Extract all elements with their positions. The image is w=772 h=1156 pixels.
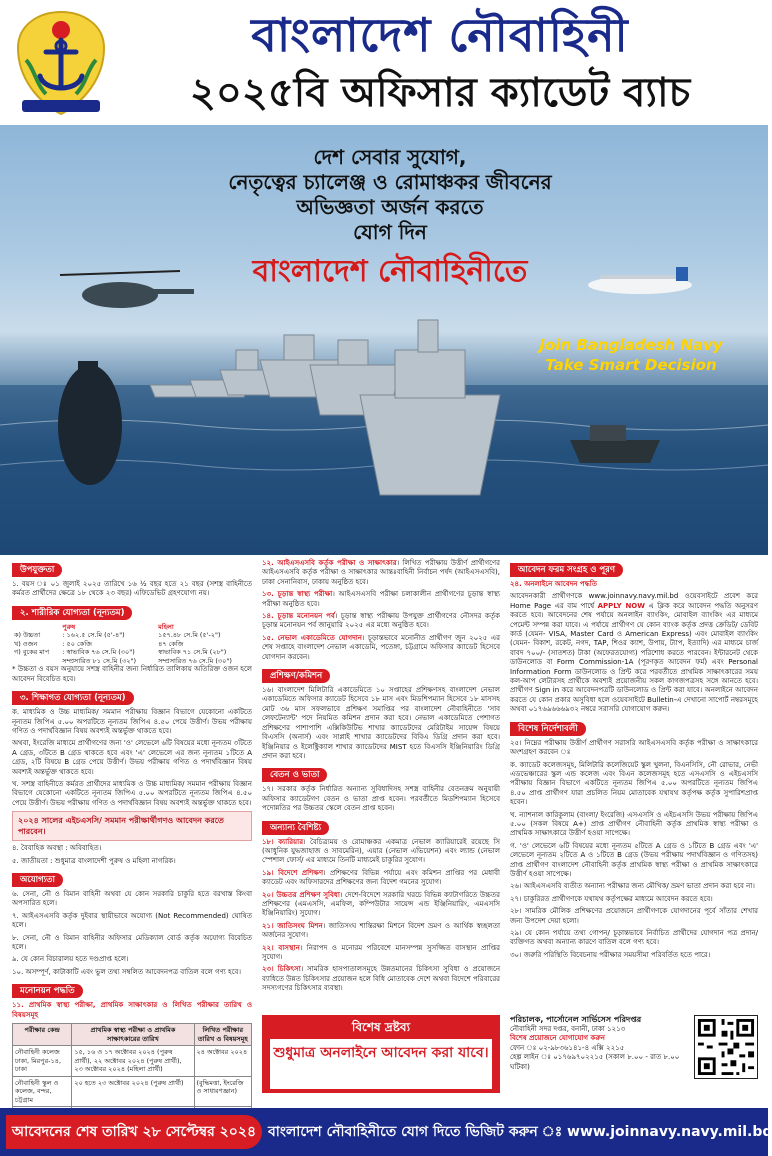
physical-table	[12, 623, 252, 666]
office-addr: নৌবাহিনী সদর দপ্তর, বনানী, ঢাকা ১২১৩	[510, 1024, 626, 1033]
phys-cell: ৪৭ কেজি	[158, 639, 184, 648]
nationality: ৫. জাতীয়তা : শুধুমাত্র বাংলাদেশী পুরুষ ও মহিলা নাগরিক।	[12, 856, 176, 865]
salary-text: ১৭। সরকার কর্তৃক নির্ধারিত অন্যান্য সুবিধাদিসহ সশস্ত্র বাহিনীর বেতনক্রম অনুযায়ী অফিসার ক্যাডেটগণ বেতন ও ভাতা প্রাপ্ত হবেন। পরবর্তীতে মিডশিপম্যান হিসেবে পদোন্নতির পর উচ্চতর স্কেলে বেতন প্রাপ্ত হবেন।	[262, 785, 500, 813]
submarine-icon	[58, 361, 122, 485]
hero-navy-title: বাংলাদেশ নৌবাহিনীতে	[252, 254, 528, 289]
footer	[0, 1108, 772, 1156]
notice-title: বিশেষ দ্রষ্টব্য	[351, 1020, 411, 1034]
content	[0, 555, 768, 1105]
special-item: খ. ন্যাশনাল কারিকুলাম (বাংলা/ ইংরেজি) এসএসসি ও এইচএসসি উভয় পরীক্ষায় জিপিএ ৫.০০ (সকল বিষয়ে A+) প্রাপ্ত প্রার্থীগণ নৌবাহিনী কর্তৃক প্রাথমিক স্বাস্থ্য পরীক্ষা ও প্রাথমিক সাক্ষাৎকারে উত্তীর্ণ হওয়া সাপেক্ষে।	[510, 810, 758, 838]
process-item-body: । চূড়ান্তভাবে মনোনীত প্রার্থীগণ জুন ২০২৫ এর শেষ সপ্তাহে বাংলাদেশ নেভাল একাডেমি, পতেঙ্গা, চট্টগ্রামে অফিসার ক্যাডেট হিসেবে যোগদান করবেন।	[262, 633, 500, 661]
office-title: পরিচালক, পার্সোনেল সার্ভিসেস পরিদপ্তর	[510, 1015, 642, 1024]
feature-body: । দেশে-বিদেশে সরকারি খরচে বিভিন্ন ক্যাটাগরিতে উচ্চতর প্রশিক্ষণের (এমএসসি, এমফিল, কম্পিউটার সায়েন্স এন্ড ইঞ্জিনিয়ারিং, এমএসসি ইঞ্জিনিয়ারিং) সুযোগ।	[262, 890, 500, 918]
section-features: অন্যান্য বৈশিষ্ট্য	[262, 821, 329, 835]
process-item-title: ১৫. নেভাল একাডেমিতে যোগদান	[262, 633, 362, 642]
apply-title: ২৪. অনলাইনে আবেদন পদ্ধতি	[510, 580, 598, 588]
sel-cell: ২৪ অক্টোবর ২০২৪	[194, 1046, 252, 1077]
feature-body: । নিরাপদ ও মনোরম পরিবেশে মানসম্পন্ন সুসজ্জিত বাসস্থান প্রাপ্তির সুযোগ।	[262, 943, 500, 961]
feature-title: ১৮। ক্যারিয়ার	[262, 837, 304, 846]
section-physical: ২. শারীরিক যোগ্যতা (নূন্যতম)	[12, 606, 132, 620]
section-training: প্রশিক্ষণ/কমিশন	[262, 669, 330, 683]
hsc-notice: ২০২৪ সালের এইচএসসি/ সমমান পরীক্ষার্থীগণও আবেদন করতে পারবেন।	[12, 811, 252, 841]
section-special: বিশেষ নির্দেশাবলী	[510, 722, 586, 736]
feature-title: ২২। বাসস্থান	[262, 943, 300, 952]
feature-item	[262, 944, 500, 963]
website-link[interactable]: বাংলাদেশ নৌবাহিনীতে যোগ দিতে ভিজিট করুন ঃ www.joinnavy.navy.mil.bd	[268, 1124, 772, 1140]
inel-item: ৭. আইএসএসবি কর্তৃক দুইবার স্থায়ীভাবে অযোগ্য (Not Recommended) ঘোষিত হলে।	[12, 911, 252, 930]
special-item: ২৭। চাকুরিরত প্রার্থীগণকে যথাযথ কর্তৃপক্ষের মাধ্যমে আবেদন করতে হবে।	[510, 894, 713, 903]
section-salary: বেতন ও ভাতা	[262, 768, 327, 782]
notice-body: শুধুমাত্র অনলাইনে আবেদন করা যাবে।	[270, 1039, 492, 1089]
sel-cell: ১৫, ১৬ ও ১৭ অক্টোবর ২০২৪ (পুরুষ প্রার্থী), ২২ অক্টোবর ২০২৪ (পুরুষ প্রার্থী), ২৩ অক্টোবর ২০২৪ (মহিলা প্রার্থী)	[72, 1046, 194, 1077]
section-selection: মনোনয়ন পদ্ধতি	[12, 984, 83, 998]
selection-title: ১১. প্রাথমিক স্বাস্থ্য পরীক্ষা, প্রাথমিক সাক্ষাৎকার ও লিখিত পরীক্ষার তারিখ ও বিষয়সমূহ	[12, 1001, 252, 1019]
phys-cell: সম্প্রসারিত ৮১ সে.মি (৩২")	[62, 656, 137, 665]
feature-body: । বৈচিত্র্যময় ও রোমাঞ্চকর একমাত্র নেভাল ক্যারিয়ারেই রয়েছে সি (আধুনিক যুদ্ধজাহাজ ও সাবমেরিন), এয়ার (নেভাল এভিয়েশন) এবং ল্যান্ড (নেভাল স্পেশাল ফোর্স/ এর মাধ্যমে তিনটি মাধ্যমেই চাকুরির সুযোগ।	[262, 837, 500, 865]
special-item: ২৯। যে কোন পর্যায়ে তথ্য গোপন/ চূড়ান্তভাবে নির্বাচিত প্রার্থীদের যোগদান পত্র প্রদান/ ব্যক্তিগত অথবা অন্যান্য কারণে বাতিল বলে গণ্য হবে।	[510, 929, 758, 947]
sel-head: প্রাথমিক স্বাস্থ্য পরীক্ষা ও প্রাথমিক সাক্ষাৎকারের তারিখ	[72, 1024, 194, 1046]
feature-item	[262, 891, 500, 919]
office-phone: ফোন ঃ ০২-৯৮৩৬১৪১-৪ এক্সি ২২১৫	[510, 1043, 625, 1052]
inel-item: ৯. যে কোন বিচারালয় হতে দণ্ডপ্রাপ্ত হলে।	[12, 955, 129, 964]
phys-head-male: পুরুষ	[62, 622, 76, 631]
special-item: ২৫। নিম্নের পরীক্ষায় উত্তীর্ণ প্রার্থীগণ সরাসরি আইএসএসবি কর্তৃক পরীক্ষা ও সাক্ষাৎকারে অংশগ্রহণ করবেন ঃ	[510, 738, 758, 757]
sel-cell: ২০ হতে ২৩ অক্টোবর ২০২৪ (পুরুষ প্রার্থী)	[72, 1076, 194, 1107]
age-rule: ১. বয়স ঃ ০১ জুলাই ২০২৫ তারিখে ১৬ ½ বছর হতে ২১ বছর (সশস্ত্র বাহিনীতে কর্মরত প্রার্থীদের ক্ষেত্রে ১৮ থেকে ২৩ বছর) এফিডেভিট গ্রহণযোগ্য নয়।	[12, 580, 252, 598]
apply-body-1: আবেদনকারী প্রার্থীগণকে www.joinnavy.navy.mil.bd ওয়েবসাইটে প্রবেশ করে Home Page এর বাম পার্শ্বে	[510, 592, 758, 610]
edu-or: অথবা, ইংরেজি মাধ্যমে প্রার্থীগণের জন্য 'ও' লেভেলে ৬টি বিষয়ের মধ্যে নূন্যতম ৩টিতে A গ্রেড, ৩টিতে B গ্রেড থাকতে হবে এবং 'এ' লেভেলে এর জন্য নূন্যতম ১টিতে A গ্রেড, ২টি বিষয়ে B গ্রেড পেয়ে উত্তীর্ণ। উভয় পরীক্ষায় গণিত ও পদার্থবিজ্ঞান বিষয় অবশ্যই অন্তর্ভুক্ত থাকতে হবে।	[12, 739, 252, 776]
hero-join-slogan	[500, 335, 762, 375]
hero-line-2: নেতৃত্বের চ্যালেঞ্জ ও রোমাঞ্চকর জীবনের	[228, 170, 552, 194]
airplane-icon	[588, 267, 692, 294]
process-item	[262, 634, 500, 662]
phys-cell: : ৫০ কেজি	[62, 639, 92, 648]
sel-cell: (বুদ্ধিমত্তা, ইংরেজি ও সাধারণজ্ঞান)	[194, 1076, 252, 1107]
title-batch: ২০২৫বি অফিসার ক্যাডেট ব্যাচ	[189, 70, 691, 116]
office-helpline: হেল্প লাইন ঃ ০১৭৬৯৭০২২১৫ (সকাল ৮.০০ - রাত ৮.০০ ঘটিকা)	[510, 1053, 680, 1071]
special-item: ক. ক্যাডেট কলেজসমূহ, মিলিটারি কলেজিয়েট স্কুল খুলনা, বিএনসিসি, নৌ রোভার, নেভী এডভেঞ্চারের স্কুল এন্ড কলেজ এবং বিএন কলেজসমূহ হতে এসএসসি ও এইচএসসি পরীক্ষায় বিজ্ঞান বিভাগে একটিতে নূন্যতম জিপিএ ৫.০০ অপরটিতে নূন্যতম জিপিএ ৪.৫০ প্রাপ্ত প্রার্থীগণ যারা প্রচলিত নিয়ম মোতাবেক যথাযথ কর্তৃপক্ষ কর্তৃক সুপারিশপ্রাপ্ত হবেন।	[510, 760, 758, 807]
column-eligibility	[12, 559, 252, 1104]
process-item-body: । আইএসএসবি পরীক্ষা চলাকালীন প্রার্থীগণের চূড়ান্ত স্বাস্থ্য পরীক্ষা অনুষ্ঠিত হবে।	[262, 590, 500, 608]
phys-cell: : ১৬২.৫ সে.মি (৫'-৪")	[62, 631, 125, 640]
feature-body: । প্রশিক্ষণের বিভিন্ন পর্যায়ে এবং কমিশন প্রাপ্তির পর মেধাবী ক্যাডেট এবং অফিসারদের প্রশিক্ষণের জন্য বিদেশ গমনের সুযোগ।	[262, 868, 500, 887]
feature-title: ১৯। বিদেশে প্রশিক্ষণ	[262, 868, 324, 877]
edu-b: খ. সশস্ত্র বাহিনীতে কর্মরত প্রার্থীদের মাধ্যমিক ও উচ্চ মাধ্যমিক/ সমমান পরীক্ষায় বিজ্ঞান বিভাগে যেকোনো একটিতে নূন্যতম জিপিএ ৫.০০ অপরটিতে নূন্যতম জিপিএ ৪.৫০ পেয়ে উত্তীর্ণ। উভয় পরীক্ষায় গণিত ও পদার্থবিজ্ঞান বিষয় অবশ্যই অন্তর্ভুক্ত থাকতে হবে।	[12, 779, 252, 807]
feature-body: । সামরিক হাসপাতালসমূহে উন্নতমানের চিকিৎসা সুবিধা ও প্রয়োজনে ব্যাধিতে উন্নত চিকিৎসার প্রয়োজন হলে বিধি মোতাবেক দেশে অথবা বিদেশে পরিবারের সদস্যগণের চিকিৎসার ব্যবস্থা।	[262, 965, 501, 993]
process-item	[262, 559, 500, 587]
process-item-title: ১২. আইএসএসবি কর্তৃক পরীক্ষা ও সাক্ষাৎকার	[262, 559, 397, 567]
phys-cell: ক) উচ্চতা	[14, 631, 41, 640]
sel-head: লিখিত পরীক্ষার তারিখ ও বিষয়সমূহ	[194, 1024, 252, 1046]
join-line-2: Take Smart Decision	[545, 356, 717, 374]
header	[0, 0, 768, 125]
phys-note: * উচ্চতা ও বয়স অনুযায়ে সশস্ত্র বাহিনীর জন্য নির্ধারিত তালিকায় অতিরিক্ত ওজন হলে আবেদন বিবেচিত হবে।	[12, 665, 252, 683]
feature-item	[262, 838, 500, 866]
special-item: ২৮। সামরিক মৌলিক প্রশিক্ষণের প্রয়োজনে প্রার্থীগণকে যোগদানের পূর্বে সাঁতার শেখার জন্য উপদেশ দেয়া হলো।	[510, 907, 758, 925]
inel-item: ৬. সেনা, নৌ ও বিমান বাহিনী অথবা যে কোন সরকারি চাকুরি হতে বরখাস্ত কিংবা অপসারিত হলে।	[12, 890, 252, 908]
apply-body-2: এ ক্লিক করে আবেদন পদ্ধতি অনুসরণ করতে হবে। আবেদনের শেষ পর্যায়ে অনলাইন ব্যাংকিং, মোবাইল ব্যাংকিং এর মাধ্যমে পেমেন্ট সম্পন্ন করা যাবে। এ পর্যায়ে প্রার্থীগণ যে কোন ব্যাংক কর্তৃক প্রদত্ত ক্রেডিট/ ডেবিট কার্ড (যেমন- VISA, Master Card ও American Express) এবং মোবাইল ব্যাংকিং (যেমন- বিকাশ, রকেট, নগদ, TAP, শিওর ক্যাশ, উপায়, ট্যাপ, ইত্যাদি) এর মাধ্যমে চার্জ বাবদ ৭০০/- (সাতশত) টাকা (অফেরতযোগ্য) পরিশোধ করতে পারবেন। ইন্টারনেট থেকে ডাউনলোড বা Form Commission-1A (পূরণকৃত আবেদন ফর্ম) এবং Personal Information Form ডাউনলোড ও প্রিন্ট করে পরবর্তীতে প্রাথমিক সাক্ষাৎকারের সময় কল-আপ লেটারসহ প্রার্থীকে অবশ্যই প্রয়োজনীয় সকল কাগজপত্রসহ সঙ্গে আনতে হবে। প্রার্থীগণ Sign in করে আবেদনপত্রটি ডাউনলোড ও প্রিন্ট করা যাবে। অনলাইনে আবেদন করতে যে কোন প্রকার অসুবিধা হলে ওয়েবসাইটে Bulletin-এ দেখানো সাপোর্ট নম্বরসমূহে অথবা ০১৭৬৯৬৬৬৯৩২ নম্বরে সরাসরি যোগাযোগ করুন।	[510, 601, 758, 714]
section-apply: আবেদন ফরম সংগ্রহ ও পূরণ	[510, 563, 623, 577]
apply-now-link[interactable]: APPLY NOW	[597, 601, 645, 610]
sel-cell: নৌবাহিনী কলেজ ঢাকা, মিরপুর-১৪, ঢাকা	[13, 1046, 72, 1077]
column-apply	[510, 559, 758, 1011]
office-contact-title: বিশেষ প্রয়োজনে যোগাযোগ করুন	[510, 1034, 605, 1042]
phys-cell: গ) বুকের মাপ	[14, 648, 50, 657]
inel-item: ১০. অসম্পূর্ণ, কাটাকাটি এবং ভুল তথ্য সম্বলিত আবেদনপত্র বাতিল বলে গণ্য হবে।	[12, 967, 241, 976]
hero-line-4: যোগ দিন	[353, 220, 427, 244]
feature-item	[262, 965, 500, 993]
section-education: ৩. শিক্ষাগত যোগ্যতা (নূন্যতম)	[12, 691, 134, 705]
feature-title: ২৩। চিকিৎসা	[262, 965, 301, 974]
feature-body: । জাতিসংঘ শান্তিরক্ষা মিশনে বিদেশ ভ্রমণ ও আর্থিক স্বচ্ছলতা অর্জনের সুযোগ।	[262, 921, 500, 940]
feature-title: ২১। জাতিসংঘ মিশন	[262, 921, 323, 930]
sel-head: পরীক্ষার কেন্দ্র	[13, 1024, 72, 1046]
hero-image	[0, 125, 768, 555]
qr-code-icon[interactable]	[694, 1015, 758, 1079]
feature-item	[262, 869, 500, 888]
feature-item	[262, 922, 500, 941]
hero-line-3: অভিজ্ঞতা অর্জন করতে	[296, 195, 484, 219]
helicopter-icon	[60, 271, 194, 308]
section-eligibility: উপযুক্ততা	[12, 563, 62, 577]
special-item: গ. 'ও' লেভেলে ৬টি বিষয়ের মধ্যে নূন্যতম ৫টিতে A গ্রেড ও ১টিতে B গ্রেড এবং 'এ' লেভেলে নূন্যতম ২টিতে A ও ১টিতে B গ্রেড (উভয় পরীক্ষায় পদার্থবিজ্ঞান ও গণিতসহ) প্রাপ্ত প্রার্থীগণ বাংলাদেশ নৌবাহিনী কর্তৃক প্রাথমিক স্বাস্থ্য পরীক্ষা ও প্রাথমিক সাক্ষাৎকারে উত্তীর্ণ হওয়া সাপেক্ষে।	[510, 841, 758, 878]
process-item-body: । লিখিত পরীক্ষায় উত্তীর্ণ প্রার্থীগণের আইএসএসবি কর্তৃক পরীক্ষা ও সাক্ষাৎকার আন্তঃবাহিনী নির্বাচন পর্ষদ (আইএসএসবি), ঢাকা সেনানিবাস, ঢাকায় অনুষ্ঠিত হবে।	[262, 559, 501, 586]
special-item: ২৬। আইএসএসবি ব্যতীত অন্যান্য পরীক্ষার জন্য মৌখিক/ ভ্রমণ ভাতা প্রদান করা হবে না।	[510, 882, 755, 891]
title-navy: বাংলাদেশ নৌবাহিনী	[251, 8, 629, 62]
process-item-body: । চূড়ান্ত স্বাস্থ্য পরীক্ষায় উপযুক্ত প্রার্থীগণের নৌসদর কর্তৃক চূড়ান্ত মনোনয়ন পর্ব জানুয়ারি ২০২৫ এর মধ্যে অনুষ্ঠিত হবে।	[262, 612, 500, 630]
phys-cell: স্বাভাবিক ৭১ সে.মি (২৮")	[158, 648, 227, 657]
office-address	[510, 1015, 688, 1093]
join-line-1: Join Bangladesh Navy	[539, 336, 723, 354]
phys-cell: : স্বাভাবিক ৭৬ সে.মি (৩০")	[62, 648, 135, 657]
phys-head-female: মহিলা	[158, 622, 174, 631]
hero-tagline	[180, 145, 600, 245]
apply-text	[510, 592, 758, 714]
phys-cell: ১৫৭.৪৮ সে.মি (৫'-২")	[158, 631, 221, 640]
phys-cell: খ) ওজন	[14, 639, 38, 648]
navy-emblem-icon	[12, 8, 110, 118]
process-item-title: ১৩. চূড়ান্ত স্বাস্থ্য পরীক্ষা	[262, 590, 333, 599]
process-item	[262, 590, 500, 609]
hero-line-1: দেশ সেবার সুযোগ,	[313, 145, 467, 169]
section-ineligible: অযোগ্যতা	[12, 873, 63, 887]
training-text: ১৬। বাংলাদেশ মিলিটারি একাডেমিতে ১০ সপ্তাহের প্রশিক্ষণসহ বাংলাদেশ নেভাল একাডেমিতে অফিসার ক্যাডেট হিসেবে ১৮ মাস এবং মিডশিপম্যান হিসেবে ১৮ মাসসহ মোট ৩৬ মাস সফলভাবে প্রশিক্ষণ সমাপ্তির পর বাংলাদেশ নৌবাহিনীতে 'সাব লেফটেন্যান্ট' পদে নিয়মিত কমিশন প্রদান করা হবে। নেভাল একাডেমিতে পেশাগত প্রশিক্ষণের পাশাপাশি এক্সিকিউটিভ শাখার ক্যাডেটদের মেরিটাইম সায়েন্স বিষয়ে বিএসসি (অনার্স) এবং সাপ্লাই শাখার ক্যাডেটদের বিবিএ ডিগ্রি প্রদান করা হবে। ইঞ্জিনিয়ার ও ইলেক্ট্রিক্যাল শাখার ক্যাডেটদের MIST হতে বিএসসি ইঞ্জিনিয়ারিং ডিগ্রি প্রদান করা হবে।	[262, 686, 500, 760]
special-notice	[262, 1015, 500, 1093]
phys-cell: সম্প্রসারিত ৭৬ সে.মি (৩০")	[158, 656, 232, 665]
deadline-banner: আবেদনের শেষ তারিখ ২৮ সেপ্টেম্বর ২০২৪	[6, 1115, 262, 1149]
feature-title: ২০। উচ্চতর প্রশিক্ষণ সুবিধা	[262, 890, 340, 899]
process-item	[262, 612, 500, 631]
edu-a: ক. মাধ্যমিক ও উচ্চ মাধ্যমিক/ সমমান পরীক্ষায় বিজ্ঞান বিভাগে যেকোনো একটিতে নূন্যতম জিপিএ ৫.০০ অপরটিতে নূন্যতম জিপিএ ৪.৫০ পেয়ে উত্তীর্ণ। উভয় পরীক্ষায় গণিত ও পদার্থবিজ্ঞান বিষয় অবশ্যই অন্তর্ভুক্ত থাকতে হবে।	[12, 708, 252, 735]
special-item: ৩০। জরুরি পরিস্থিতি বিবেচনায় পরীক্ষার সময়সীমা পরিবর্তিত হতে পারে।	[510, 950, 711, 959]
sel-cell: নৌবাহিনী স্কুল ও কলেজ, বন্দর, চট্টগ্রাম	[13, 1076, 72, 1107]
inel-item: ৮. সেনা, নৌ ও বিমান বাহিনীর অফিসার মেডিক্যাল বোর্ড কর্তৃক অযোগ্য বিবেচিত হলে।	[12, 933, 252, 952]
marital-status: ৪. বৈবাহিক অবস্থা : অবিবাহিত।	[12, 844, 102, 853]
process-item-title: ১৪. চূড়ান্ত মনোনয়ন পর্ব	[262, 612, 335, 621]
